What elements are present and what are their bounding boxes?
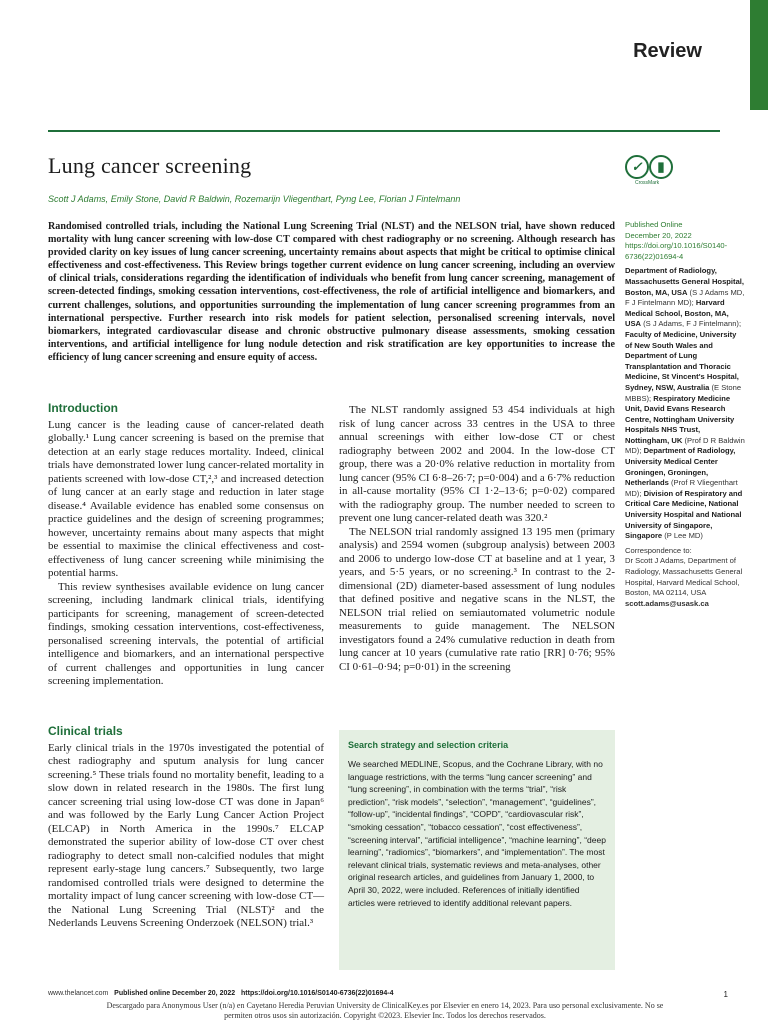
page-footer xyxy=(48,990,394,997)
footer-published: Published online December 20, 2022 xyxy=(114,990,236,997)
column-two-text xyxy=(339,404,615,674)
crossmark-label: CrossMark xyxy=(635,180,660,186)
affiliation-name: Faculty of Medicine, University of New South Wales and Department of Lung Transplantation and Thoracic Medicine, St Vincent's Hospital, Sydney, NSW, Australia xyxy=(625,329,739,392)
paragraph: Lung cancer is the leading cause of cancer-related death globally.¹ Lung cancer screening is based on the premise that detection at an early stage reduces mortality. Indeed, clinical trials have demonstrated lower lung cancer-related mortality in patients screened with low-dose CT,²,³ and increased detection of lung cancer at an early stage and reduction in later stage disease.⁴ Available evidence has enabled some consensus on practice guidelines and the design of screening programmes; however, uncertainty remains about many aspects that might be essential to maximise the clinical effectiveness and cost-effectiveness of lung cancer screening while minimising the potential harms. xyxy=(48,418,324,579)
page-number: 1 xyxy=(723,990,728,999)
section-label: Review xyxy=(633,40,702,62)
affiliation-authors: (P Lee MD) xyxy=(662,531,703,541)
correspondence-address: Dr Scott J Adams, Department of Radiology, Massachusetts General Hospital, Harvard Medical School, Boston, MA 02114, USA xyxy=(625,556,743,598)
affiliation-authors: (E Stone MBBS); xyxy=(625,382,742,403)
paragraph: Early clinical trials in the 1970s investigated the potential of chest radiography and sputum analysis for lung cancer screening.⁵ These trials found no mortality benefit, leading to a slow down in related research in the 1980s. The first lung cancer screening trial using low-dose CT was done in Japan⁶ and was followed by the Early Lung Cancer Action Project (ELCAP) in North America in the 1990s.⁷ ELCAP demonstrated the superior ability of low-dose CT over chest radiography to detect small non-calcified nodules that might represent early-stage lung cancers.⁷ Subsequently, two large randomised controlled trials were designed to determine the mortality impact of lung cancer screening with low-dose CT—the National Lung Screening Trial (NLST)² and the Nederlands Leuvens Screening Onderzoek (NELSON) trial.³ xyxy=(48,741,324,929)
introduction-section xyxy=(48,402,324,689)
affiliation-authors: (S J Adams MD, F J Fintelmann MD); xyxy=(625,287,745,308)
affiliation-name: Division of Respiratory and Critical Care Medicine, National University Hospital and National University of Singapore, Singapore xyxy=(625,488,743,541)
introduction-heading: Introduction xyxy=(48,401,118,415)
author-list: Scott J Adams, Emily Stone, David R Baldwin, Rozemarijn Vliegenthart, Pyng Lee, Florian J Fintelmann xyxy=(48,194,461,204)
paragraph: This review synthesises available evidence on lung cancer screening, including landmark clinical trials, identifying participants for screening, management of screen-detected findings, smoking cessation interventions, cost-effectiveness, personalised screening intervals, the potential of artificial intelligence and biomarkers, and an international perspective of current challenges and opportunities in lung cancer screening implementation. xyxy=(48,580,324,687)
affiliation-authors: (S J Adams, F J Fintelmann); xyxy=(641,319,742,329)
affiliation-name: Harvard Medical School, Boston, MA, USA xyxy=(625,298,729,329)
search-strategy-title: Search strategy and selection criteria xyxy=(348,740,509,750)
published-date: December 20, 2022 xyxy=(625,230,692,240)
abstract: Randomised controlled trials, including the National Lung Screening Trial (NLST) and the NELSON trial, have shown reduced mortality with lung cancer screening with low-dose CT compared with chest radiography or no screening. Although research has provided clarity on key issues of lung cancer screening, uncertainty remains about aspects that might be critical to optimise clinical effectiveness and cost-effectiveness. This Review brings together current evidence on lung cancer screening, including an overview of clinical trials, considerations regarding the identification of individuals who benefit from lung cancer screening, management of screen-detected findings, smoking cessation interventions, cost-effectiveness, the role of artificial intelligence and biomarkers, and current challenges, solutions, and opportunities surrounding the implementation of lung cancer screening programmes from an international perspective. Further research into risk models for patient selection, personalised screening intervals, novel biomarkers, integrated cardiovascular disease and chronic obstructive pulmonary disease assessments, smoking cessation interventions, and artificial intelligence for lung nodule detection and risk stratification are key opportunities to increase the efficiency of lung cancer screening and ensure equity of access. xyxy=(48,221,615,363)
header-rule xyxy=(48,130,720,132)
section-color-tab xyxy=(750,0,768,110)
clinical-trials-heading: Clinical trials xyxy=(48,724,123,738)
affiliation-authors: (Prof R Vliegenthart MD); xyxy=(625,478,738,498)
affiliation-authors: (Prof D R Baldwin MD); xyxy=(625,435,745,456)
affiliation-name: Department of Radiology, Massachusetts General Hospital, Boston, MA, USA xyxy=(625,266,745,297)
search-strategy-text: We searched MEDLINE, Scopus, and the Cochrane Library, with no language restrictions, with the terms “lung cancer screening” and “lung screening”, in combination with the terms “trial”, “risk prediction”, “risk models”, “selection”, “management”, “guidelines”, “follow-up”, “incidental findings”, “COPD”, “cardiovascular risk”, “smoking cessation”, “tobacco cessation”, “cost effectiveness”, “screening interval”, “artificial intelligence”, “machine learning”, “deep learning”, “radiomics”, “biomarkers”, and “implementation”. The most relevant clinical trials, systematic reviews and meta-analyses, other original research articles, and guidelines from January 1, 2000, to April 30, 2022, were included. References of initially identified articles were retrieved to identify additional relevant papers. xyxy=(348,759,606,908)
crossmark-badge[interactable] xyxy=(625,155,675,187)
correspondence-label: Correspondence to: xyxy=(625,545,692,555)
download-notice: Descargado para Anonymous User (n/a) en Cayetano Heredia Peruvian University de ClinicalKey.es por Elsevier en enero 14, 2023. Para uso personal exclusivamente. No se permiten otros usos sin autorización. Copyright ©2023. Elsevier Inc. Todos los derechos reservados. xyxy=(106,1001,664,1020)
site-link[interactable]: www.thelancet.com xyxy=(48,990,109,997)
clinical-trials-section xyxy=(48,725,324,931)
published-label: Published Online xyxy=(625,220,683,229)
paragraph: The NLST randomly assigned 53 454 individuals at high risk of lung cancer across 33 centres in the USA to three annual screenings with either low-dose CT or chest radiography between 2002 and 2004. In the low-dose CT group, there was a 20·0% relative reduction in mortality from lung cancer (95% CI 6·8–26·7; p=0·004) and a 6·7% reduction in all-cause mortality (95% CI 1·2–13·6; p=0·02) compared with the radiography group. The number needed to screen to prevent one lung cancer-related death was 320.² xyxy=(339,404,615,524)
affiliation-name: Department of Radiology, University Medical Center Groningen, Groningen, Netherlands xyxy=(625,446,736,488)
article-sidebar xyxy=(625,220,745,613)
footer-doi-link[interactable]: https://doi.org/10.1016/S0140-6736(22)01694-4 xyxy=(241,990,394,997)
affiliation-name: Respiratory Medicine Unit, David Evans Research Centre, Nottingham University Hospitals NHS Trust, Nottingham, UK xyxy=(625,393,735,445)
article-title: Lung cancer screening xyxy=(48,153,252,178)
crossmark-icon: ✓ xyxy=(625,155,649,179)
search-strategy-panel xyxy=(339,730,615,970)
bookmark-icon: ▮ xyxy=(649,155,673,179)
doi-link[interactable]: https://doi.org/10.1016/S0140-6736(22)01694-4 xyxy=(625,241,728,261)
paragraph: The NELSON trial randomly assigned 13 195 men (primary analysis) and 2594 women (subgroup analysis) between 2003 and 2006 to undergo low-dose CT at baseline and at 1 year, 3 years, and 5·5 years, or no screening.³ In contrast to the 2-dimensional (2D) diameter-based assessment of lung nodules that defined positive and negative scans in the NLST, the NELSON trial relied on semiautomated volumetric nodule measurements to guide management. The NELSON investigators found a 24% cumulative reduction in death from lung cancer at 10 years (cumulative rate ratio [RR] 0·76; 95% CI 0·61–0·94; p=0·01) in the screening xyxy=(339,525,615,673)
affiliations xyxy=(625,266,745,541)
correspondence-email[interactable]: scott.adams@usask.ca xyxy=(625,598,709,608)
